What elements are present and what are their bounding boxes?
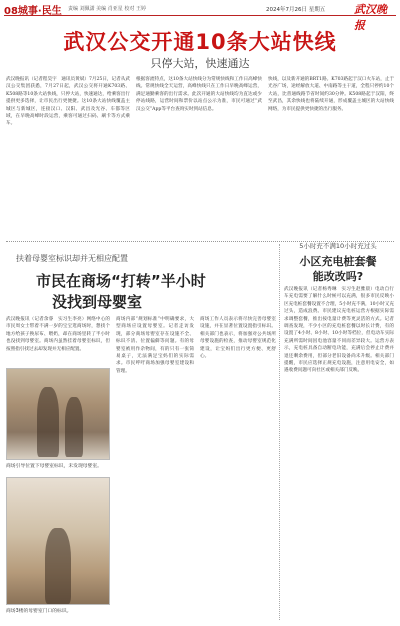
lead-column-3: 快线，以及新开通的BRT1路。K703路起于汉口火车站，止于光谷广场，途经解放大道、中南路等主干道，全程只停约10个大站，比普通线路节省时间约30分钟。K508路起于汉阳，终至武昌，其余快线也将陆续开通，形成覆盖主城区的大站快线网络，为市民提供更快捷的出行服务。 (268, 77, 394, 112)
mall-photo-room (6, 477, 110, 605)
mall-photo-caption-2: 商场3楼的母婴室门口的标识。 (6, 609, 72, 614)
mall-column-2: 商场内部“规划标准”中明确要求，大型商场应设置母婴室。记者走访发现，部分商场母婴室存在设施不全、标识不清、位置偏僻等问题。有的母婴室被用作杂物间，有的只有一张简易桌子，无法满足宝妈们的实际需求。市民呼吁商场加强母婴室建设和管理。 (116, 317, 194, 374)
section-label: 08城事·民生 (4, 6, 62, 17)
issue-date: 2024年7月26日 星期五 (266, 7, 326, 13)
mall-column-3: 商场工作人员表示将尽快完善母婴室设施，并在显著位置设置指引标识。相关部门也表示，将加强对公共场所母婴设施的检查，推动母婴室规范化建设，让宝妈们出行更方便、更舒心。 (200, 317, 276, 360)
lead-column-2: 根据客流特点，这10条大站快线分为常规快线和工作日高峰快线。常规快线全天运营，高峰快线只在工作日早晚高峰运营，满足通勤乘客的出行需求。此次开通的大站快线均为直达或少停站线路，运营时间和票价以站点公示为准，市民可通过“武汉公交”App等平台查询实时到站信息。 (136, 77, 262, 112)
lead-subheadline: 只停大站，快速通达 (150, 57, 250, 70)
mall-column-1: 武汉晚报讯（记者余睿 实习生李亮）网络中心的市民周女士带着不满一岁的宝宝逛商场时，想找个地方给孩子换尿布、喂奶，却在商场里转了半小时也没找到母婴室。商场内虽然挂着母婴室标识，但按照指引找过去却发现并无相应配置。 (6, 317, 110, 352)
charging-headline-line2: 能改改吗? (312, 270, 364, 283)
mall-photo-sign (6, 368, 110, 460)
mall-headline-line2: 没找到母婴室 (52, 293, 143, 311)
mall-photo-caption-1: 商场引导位置下母婴室标识，未发现母婴室。 (6, 464, 102, 469)
charging-headline-line1: 小区充电桩套餐 (299, 255, 377, 268)
lead-column-1: 武汉晚报讯（记者程昊宇 通讯员黄斌）7月25日，记者从武汉公交集团获悉，7月27日起，武汉公交将开通K703路、K508路等10条大站快线，只停大站，快速通达，给乘客出行提供更多选择，让市民出行更便捷。这10条大站快线覆盖主城区与新城区，连接汉口、汉阳、武昌及光谷、车都等区域，在早晚高峰时段运营，乘客可通过扫码、刷卡等方式乘车。 (6, 77, 130, 127)
mall-headline-line1: 市民在商场“打转”半小时 (36, 272, 206, 290)
charging-kicker: 5小时充不满10小时充过头 (299, 242, 377, 250)
newspaper-logo: 武汉晚报 (354, 3, 387, 32)
column-divider (279, 244, 280, 620)
mall-kicker: 扶着母婴室标识却并无相应配置 (16, 254, 128, 263)
editors-line: 责编 刘佩潇 美编 肖亚星 校对 王婷 (68, 6, 146, 12)
lead-headline: 武汉公交开通10条大站快线 (63, 30, 337, 54)
charging-body: 武汉晚报讯（记者杨秀琳 实习生赵雅晨）电动自行车充电需要了解什么时候可以充满，很多市民反映小区充电桩套餐设置不合理，5小时充不满，10小时又充过头，造成浪费。市民建议充电桩运营方根据实际需求调整套餐，推出按电量计费等更灵活的方式。记者调查发现，不少小区的充电桩套餐以时长计费，有的设置了4小时、8小时、10小时等档位，但电动车实际充满所需时间因电池容量不同而差异较大。运营方表示，充电桩具备自动断电功能，充满后会停止计费并退还剩余费用，但部分老旧设备尚未升级。相关部门提醒，市民应选择正规充电设施，注意用电安全，如遇收费问题可向社区或相关部门反映。 (284, 287, 394, 374)
page-header (4, 2, 396, 32)
